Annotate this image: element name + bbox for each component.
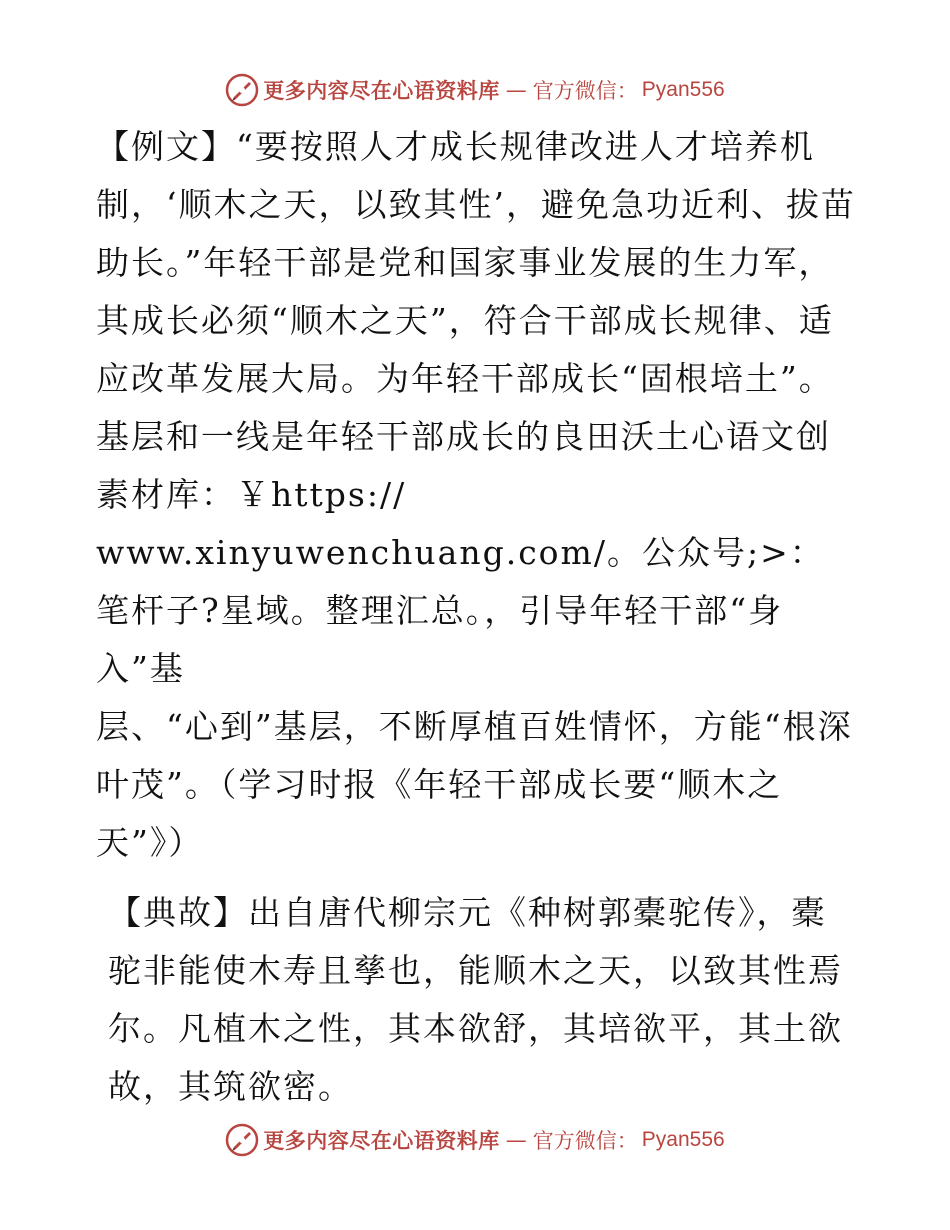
header-brand-text: 更多内容尽在心语资料库: [263, 78, 500, 103]
header-separator: —: [505, 78, 527, 102]
footer-wechat-label: 官方微信：: [532, 1129, 638, 1153]
allusion-paragraph: 【典故】出自唐代柳宗元《种树郭橐驼传》，橐驼非能使木寿且孳也，能顺木之天，以致其性焉尔。凡植木之性，其本欲舒，其培欲平，其土欲故，其筑欲密。: [108, 893, 843, 1106]
quill-logo-icon: [225, 73, 259, 107]
example-paragraph: 【例文】“要按照人才成长规律改进人才培养机制，‘顺木之天，以致其性’，避免急功近利、拔苗助长。”年轻干部是党和国家事业发展的生力军，其成长必须“顺木之天”，符合干部成长规律、适应改革发展大局。为年轻干部成长“固根培土”。基层和一线是年轻干部成长的良田沃土心语文创素材库：￥https:// www.xinyuwenchuang.com/。公众号;>：笔杆子?星域。整理汇总。，引导年轻干部“身入”基 层、“心到”基层，不断厚植百姓情怀，方能“根深叶茂”。（学习时报《年轻干部成长要“顺木之天”》）: [96, 127, 856, 862]
document-body: [96, 118, 856, 1116]
quill-logo-icon: [225, 1123, 259, 1157]
footer-wechat-id: Pyan556: [641, 1128, 725, 1151]
page-footer: [0, 1120, 950, 1160]
header-wechat-label: 官方微信：: [532, 79, 638, 103]
header-wechat-id: Pyan556: [641, 78, 725, 101]
header-brand: [225, 73, 724, 107]
page-header: [0, 70, 950, 110]
footer-separator: —: [505, 1128, 527, 1152]
footer-brand: [225, 1123, 724, 1157]
footer-brand-text: 更多内容尽在心语资料库: [263, 1128, 500, 1153]
